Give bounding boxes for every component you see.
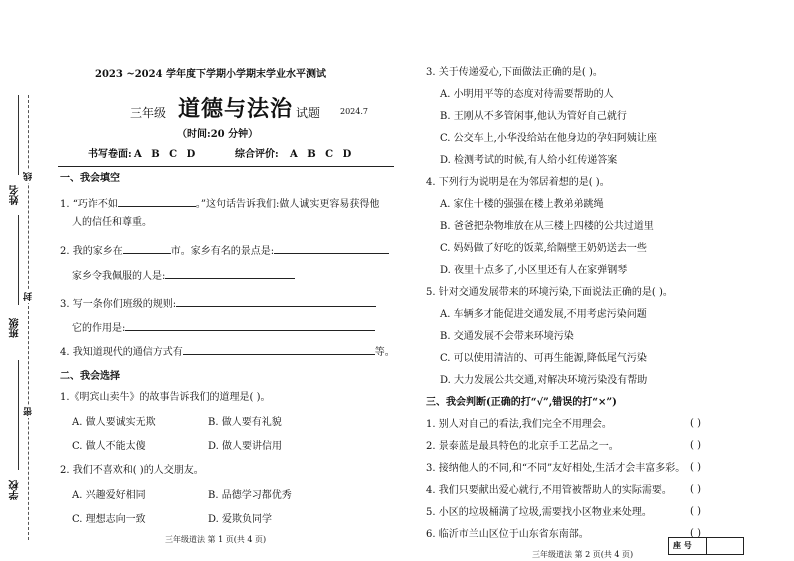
section-judge: 三、我会判断(正确的打“√”,错误的打“×”) <box>426 397 617 408</box>
choice-q3-a[interactable]: A. 小明用平等的态度对待需要帮助的人 <box>440 89 614 100</box>
judge-q6: 6. 临沂市兰山区位于山东省东南部。 <box>426 529 589 540</box>
fill-q3-text-a: 3. 写一条你们班级的规则: <box>60 299 177 310</box>
page-footer-right: 三年级道法 第 2 页(共 4 页) <box>532 550 634 559</box>
choice-q4-b[interactable]: B. 爸爸把杂物堆放在从三楼上四楼的公共过道里 <box>440 221 654 232</box>
fill-q4-blank[interactable] <box>183 344 375 355</box>
judge-q4: 4. 我们只要献出爱心就行,不用管被帮助人的实际需要。 <box>426 485 672 496</box>
fill-q3-line2 <box>72 320 375 335</box>
choice-q2-c[interactable]: C. 理想志向一致 <box>72 514 146 525</box>
class-label: 班级 <box>10 318 21 338</box>
name-field[interactable] <box>18 95 19 175</box>
grade-label: 三年级 <box>130 106 167 120</box>
judge-q2-answer[interactable]: ( ) <box>690 440 701 451</box>
fill-q2-text-a: 2. 我的家乡在 <box>60 246 123 257</box>
choice-q3-c[interactable]: C. 公交车上,小华没给站在他身边的孕妇阿姨让座 <box>440 133 657 144</box>
fill-q1-text-a: 1. “巧诈不如 <box>60 199 118 210</box>
school-label: 学校 <box>10 480 21 500</box>
section-choice: 二、我会选择 <box>60 371 120 382</box>
fill-q3-text-b: 它的作用是: <box>72 323 126 334</box>
judge-q5: 5. 小区的垃圾桶满了垃圾,需要找小区物业来处理。 <box>426 507 652 518</box>
choice-q1-c[interactable]: C. 做人不能太傻 <box>72 441 146 452</box>
judge-q1-answer[interactable]: ( ) <box>690 418 701 429</box>
choice-q2-d[interactable]: D. 爱欺负同学 <box>208 514 273 525</box>
writing-grades: A B C D <box>134 149 196 160</box>
fill-q3-blank-rule[interactable] <box>176 296 376 307</box>
exam-date: 2024.7 <box>340 107 368 116</box>
choice-q4-a[interactable]: A. 家住十楼的强强在楼上教弟弟跳绳 <box>440 199 604 210</box>
fill-q2-line2 <box>72 268 295 283</box>
choice-q4-d[interactable]: D. 夜里十点多了,小区里还有人在家弹钢琴 <box>440 265 628 276</box>
subject-suffix: 试题 <box>296 106 321 120</box>
school-field[interactable] <box>18 360 19 470</box>
fill-q1-line2: 人的信任和尊重。 <box>72 217 152 228</box>
seat-number-divider <box>706 537 707 555</box>
fill-q1-blank[interactable] <box>118 196 196 207</box>
choice-q2-a[interactable]: A. 兴趣爱好相同 <box>72 490 146 501</box>
fill-q3-blank-purpose[interactable] <box>125 320 375 331</box>
subject-title: 道德与法治 <box>178 96 294 122</box>
seal-mark-seal: 封 <box>24 292 34 301</box>
judge-q3: 3. 接纳他人的不同,和“不同”友好相处,生活才会丰富多彩。 <box>426 463 686 474</box>
overall-label: 综合评价: <box>235 149 279 160</box>
choice-q2-b[interactable]: B. 品德学习都优秀 <box>208 490 292 501</box>
writing-label: 书写卷面: <box>88 149 132 160</box>
fill-q3 <box>60 296 376 311</box>
choice-q2: 2. 我们不喜欢和( )的人交朋友。 <box>60 465 204 476</box>
choice-q4: 4. 下列行为说明是在为邻居着想的是( )。 <box>426 177 610 188</box>
choice-q1-d[interactable]: D. 做人要讲信用 <box>208 441 283 452</box>
overall-grades: A B C D <box>290 149 352 160</box>
choice-q4-c[interactable]: C. 妈妈做了好吃的饭菜,给隔壁王奶奶送去一些 <box>440 243 647 254</box>
fill-q4-text-b: 等。 <box>374 347 395 358</box>
binding-line <box>28 95 29 540</box>
judge-q1: 1. 别人对自己的看法,我们完全不用理会。 <box>426 419 612 430</box>
fill-q2-text-b: 市。家乡有名的景点是: <box>170 246 275 257</box>
choice-q1-b[interactable]: B. 做人要有礼貌 <box>208 417 282 428</box>
name-label: 姓名 <box>10 185 21 205</box>
judge-q5-answer[interactable]: ( ) <box>690 506 701 517</box>
choice-q1: 1.《明宾山卖牛》的故事告诉我们的道理是( )。 <box>60 392 271 403</box>
seal-mark-line: 线 <box>24 172 34 181</box>
judge-q3-answer[interactable]: ( ) <box>690 462 701 473</box>
time-note: （时间:20 分钟） <box>177 129 259 140</box>
choice-q5-c[interactable]: C. 可以使用清洁的、可再生能源,降低尾气污染 <box>440 353 647 364</box>
choice-q5-d[interactable]: D. 大力发展公共交通,对解决环境污染没有帮助 <box>440 375 648 386</box>
fill-q2-text-c: 家乡令我佩服的人是: <box>72 271 166 282</box>
fill-q2-blank-sight[interactable] <box>274 243 389 254</box>
section-fill-blank: 一、我会填空 <box>60 173 120 184</box>
choice-q5-b[interactable]: B. 交通发展不会带来环境污染 <box>440 331 574 342</box>
choice-q1-a[interactable]: A. 做人要诚实无欺 <box>72 417 156 428</box>
choice-q3-b[interactable]: B. 王刚从不多管闲事,他认为管好自己就行 <box>440 111 627 122</box>
fill-q2-blank-person[interactable] <box>165 268 295 279</box>
choice-q5-a[interactable]: A. 车辆多才能促进交通发展,不用考虑污染问题 <box>440 309 647 320</box>
judge-q4-answer[interactable]: ( ) <box>690 484 701 495</box>
page-footer-left: 三年级道法 第 1 页(共 4 页) <box>165 535 267 544</box>
class-field[interactable] <box>18 215 19 305</box>
fill-q4-text-a: 4. 我知道现代的通信方式有 <box>60 347 183 358</box>
judge-q6-answer[interactable]: ( ) <box>690 528 701 539</box>
fill-q2 <box>60 243 389 258</box>
judge-q2: 2. 景泰蓝是最具特色的北京手工艺品之一。 <box>426 441 619 452</box>
seal-mark-close: 密 <box>24 407 34 416</box>
choice-q5: 5. 针对交通发展带来的环境污染,下面说法正确的是( )。 <box>426 287 673 298</box>
fill-q2-blank-city[interactable] <box>123 243 171 254</box>
choice-q3: 3. 关于传递爱心,下面做法正确的是( )。 <box>426 67 603 78</box>
exam-title: 2023 ~2024 学年度下学期小学期末学业水平测试 <box>95 69 327 80</box>
seat-number-label: 座 号 <box>673 540 692 550</box>
fill-q1 <box>60 196 379 211</box>
seat-number-field[interactable] <box>708 539 740 553</box>
header-divider <box>58 166 394 167</box>
fill-q4 <box>60 344 395 359</box>
fill-q1-text-b: 。”这句话告诉我们:做人诚实更容易获得他 <box>195 199 380 210</box>
choice-q3-d[interactable]: D. 检测考试的时候,有人给小红传递答案 <box>440 155 618 166</box>
